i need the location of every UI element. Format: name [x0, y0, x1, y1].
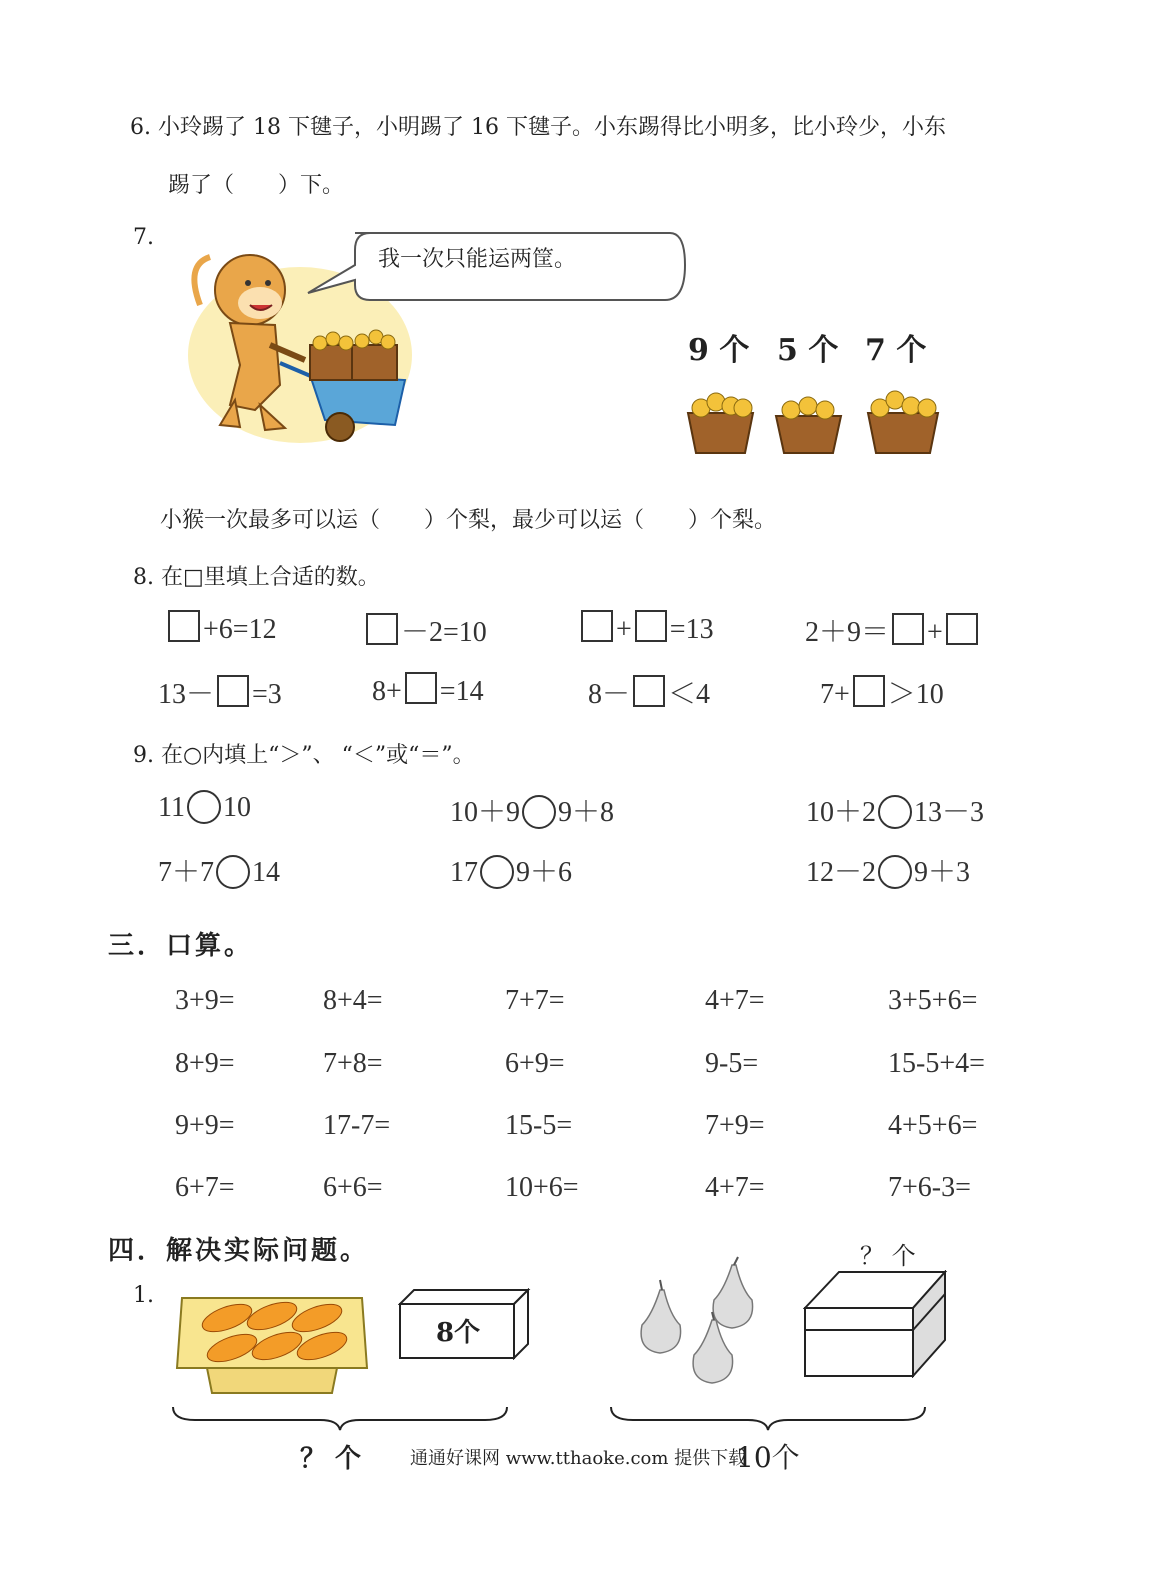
section3-title: 三．口算。 — [108, 931, 254, 961]
compare-circle[interactable] — [480, 855, 514, 889]
bottom-question-label: ？ 个 — [300, 1444, 362, 1474]
basket-icon-1 — [688, 393, 753, 453]
q9-item-1-1: 11 10 — [158, 792, 251, 823]
s4-q1-number: 1. — [133, 1283, 154, 1308]
oral-calc-item: 7+9= — [705, 1110, 765, 1141]
compare-circle[interactable] — [522, 795, 556, 829]
answer-box[interactable] — [635, 610, 667, 642]
q9-item-2-1: 7＋7 14 — [158, 857, 281, 888]
oral-calc-item: 4+7= — [705, 1172, 765, 1203]
oral-calc-item: 6+7= — [175, 1172, 235, 1203]
oral-calc-item: 9-5= — [705, 1048, 759, 1079]
compare-circle[interactable] — [878, 795, 912, 829]
q9-item-2-3: 12－2 9＋3 — [806, 857, 971, 888]
basket-icon-3 — [868, 391, 938, 453]
footer-watermark: 通通好课网 www.tthaoke.com 提供下载 — [410, 1448, 747, 1469]
gray-box-illustration — [803, 1270, 948, 1378]
speech-text: 我一次只能运两筐。 — [378, 247, 577, 272]
answer-box[interactable] — [168, 610, 200, 642]
q8-item-2-3: 8－ ＜4 — [588, 672, 710, 712]
oral-calc-item: 7+7= — [505, 985, 565, 1016]
q8-item-1-3: + =13 — [578, 610, 714, 646]
answer-box[interactable] — [633, 675, 665, 707]
q6-line2: 踢了（ ）下。 — [168, 173, 345, 198]
top-question-label: ？ 个 — [860, 1242, 916, 1270]
answer-box[interactable] — [581, 610, 613, 642]
q8-item-1-2: －2=10 — [363, 610, 487, 650]
q8-item-2-2: 8+ =14 — [372, 672, 484, 708]
pears-illustration — [632, 1255, 762, 1390]
compare-circle[interactable] — [216, 855, 250, 889]
section4-title: 四．解决实际问题。 — [108, 1236, 370, 1266]
q6-line1: 6. 小玲踢了 18 下毽子，小明踢了 16 下毽子。小东踢得比小明多，比小玲少，小东 — [130, 115, 946, 140]
answer-box[interactable] — [217, 675, 249, 707]
q9-item-1-2: 10＋9 9＋8 — [450, 797, 615, 828]
oral-calc-item: 4+5+6= — [888, 1110, 978, 1141]
basket-label-3: 7 个 — [865, 333, 927, 368]
answer-box[interactable] — [366, 613, 398, 645]
q8-title: 8. 在□里填上合适的数。 — [133, 565, 380, 590]
oral-calc-item: 15-5= — [505, 1110, 573, 1141]
oral-calc-item: 4+7= — [705, 985, 765, 1016]
answer-box[interactable] — [946, 613, 978, 645]
pear-baskets — [683, 378, 948, 458]
q8-item-2-4: 7+ ＞10 — [820, 672, 944, 712]
answer-box[interactable] — [892, 613, 924, 645]
answer-box[interactable] — [405, 672, 437, 704]
oral-calc-item: 10+6= — [505, 1172, 579, 1203]
basket-label-2: 5 个 — [777, 333, 839, 368]
oral-calc-item: 6+9= — [505, 1048, 565, 1079]
oral-calc-item: 3+5+6= — [888, 985, 978, 1016]
oral-calc-item: 8+4= — [323, 985, 383, 1016]
bread-tray-illustration — [172, 1288, 372, 1398]
q8-item-1-1: +6=12 — [165, 610, 277, 646]
oral-calc-item: 9+9= — [175, 1110, 235, 1141]
bottom-right-label: 10个 — [736, 1441, 800, 1474]
oral-calc-item: 3+9= — [175, 985, 235, 1016]
oral-calc-item: 7+8= — [323, 1048, 383, 1079]
q7-number: 7. — [133, 225, 154, 250]
oral-calc-item: 6+6= — [323, 1172, 383, 1203]
basket-icon-2 — [776, 397, 841, 453]
compare-circle[interactable] — [187, 790, 221, 824]
q9-title: 9. 在○内填上“＞”、 “＜”或“＝”。 — [133, 743, 475, 768]
basket-label-1: 9 个 — [688, 333, 750, 368]
oral-calc-item: 7+6-3= — [888, 1172, 971, 1203]
q8-item-2-1: 13－ =3 — [158, 672, 282, 712]
oral-calc-item: 17-7= — [323, 1110, 391, 1141]
q7-question: 小猴一次最多可以运（ ）个梨，最少可以运（ ）个梨。 — [160, 508, 777, 533]
q8-item-1-4: 2＋9＝ + — [805, 610, 981, 650]
oral-calc-item: 8+9= — [175, 1048, 235, 1079]
box-eight-label: 8个 — [436, 1318, 481, 1348]
compare-circle[interactable] — [878, 855, 912, 889]
left-brace — [170, 1402, 510, 1432]
oral-calc-item: 15-5+4= — [888, 1048, 985, 1079]
q9-item-1-3: 10＋2 13－3 — [806, 797, 985, 828]
right-brace — [608, 1402, 928, 1432]
answer-box[interactable] — [853, 675, 885, 707]
q9-item-2-2: 17 9＋6 — [450, 857, 573, 888]
